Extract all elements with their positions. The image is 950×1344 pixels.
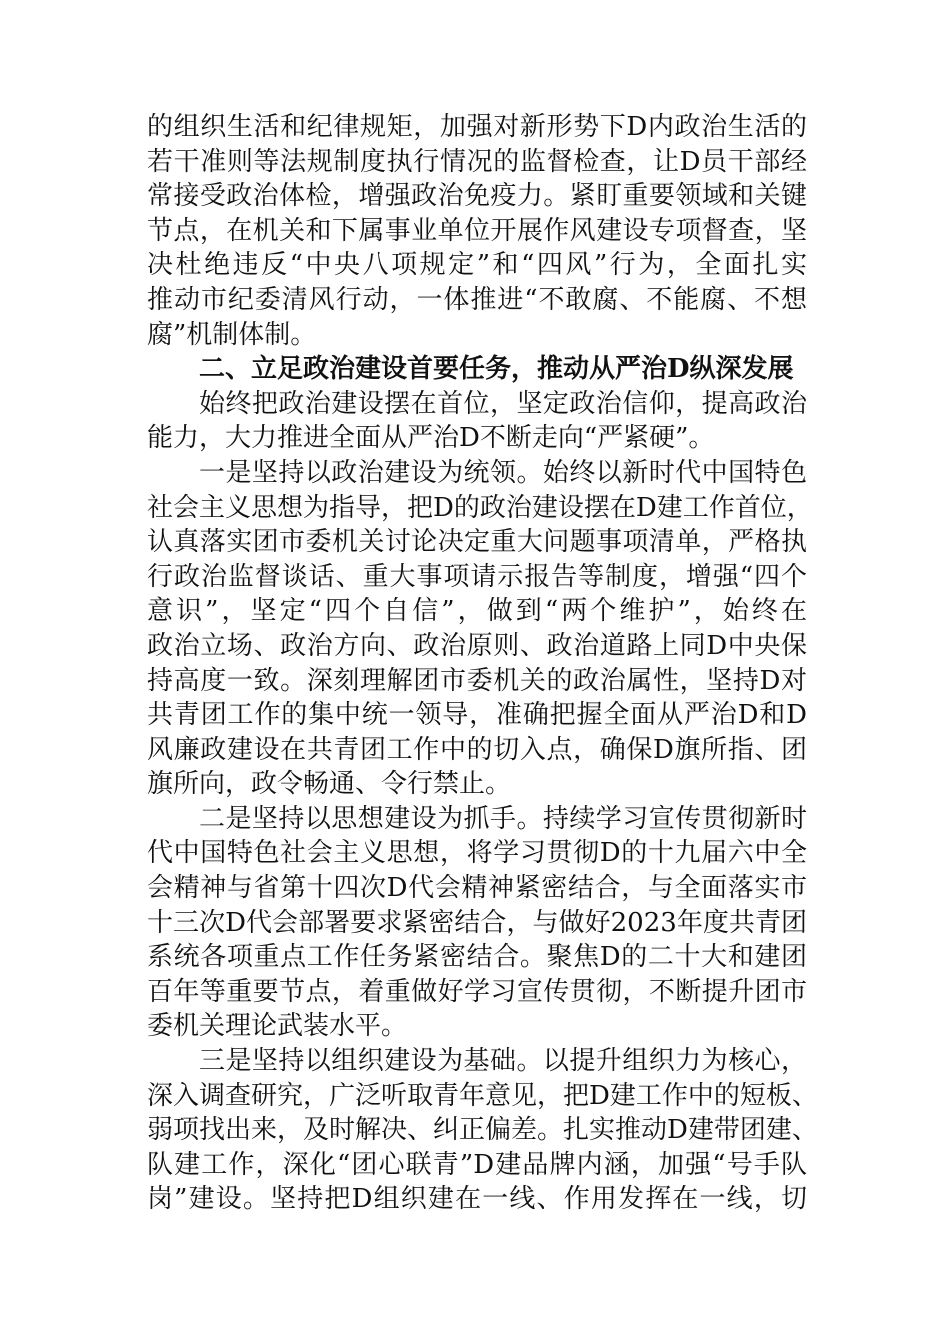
- text-line: 会精神与省第十四次D代会精神紧密结合，与全面落实市: [147, 873, 807, 904]
- text-line: 共青团工作的集中统一领导，准确把握全面从严治D和D: [147, 700, 807, 731]
- text-line: 的组织生活和纪律规矩，加强对新形势下D内政治生活的: [147, 112, 807, 142]
- text-line: 百年等重要节点，着重做好学习宣传贯彻，不断提升团市: [147, 976, 807, 1007]
- text-line: 风廉政建设在共青团工作中的切入点，确保D旗所指、团: [147, 734, 807, 765]
- text-line: 一是坚持以政治建设为统领。始终以新时代中国特色: [199, 457, 807, 488]
- text-line: 代中国特色社会主义思想，将学习贯彻D的十九届六中全: [147, 838, 807, 869]
- text-line: 始终把政治建设摆在首位，坚定政治信仰，提高政治: [199, 388, 807, 419]
- text-line: 能力，大力推进全面从严治D不断走向“严紧硬”。: [147, 423, 715, 454]
- section-heading: [147, 352, 807, 387]
- text-line: 认真落实团市委机关讨论决定重大问题事项清单，严格执: [147, 527, 807, 558]
- paragraph-intro: [147, 387, 807, 456]
- text-line: 岗”建设。坚持把D组织建在一线、作用发挥在一线，切: [147, 1184, 807, 1215]
- paragraph-point-one: [147, 456, 813, 802]
- text-line: 十三次D代会部署要求紧密结合，与做好2023年度共青团: [147, 907, 807, 938]
- text-line: 二是坚持以思想建设为抓手。持续学习宣传贯彻新时: [199, 803, 807, 834]
- text-line: 持高度一致。深刻理解团市委机关的政治属性，坚持D对: [147, 665, 807, 696]
- text-line: 若干准则等法规制度执行情况的监督检查，让D员干部经: [147, 146, 807, 177]
- text-line: 队建工作，深化“团心联青”D建品牌内涵，加强“号手队: [147, 1149, 807, 1180]
- text-line: 政治立场、政治方向、政治原则、政治道路上同D中央保: [147, 630, 807, 661]
- text-line: 推动市纪委清风行动，一体推进“不敢腐、不能腐、不想: [147, 284, 807, 315]
- paragraph-point-three: [147, 1044, 818, 1217]
- text-line: 旗所向，政令畅通、令行禁止。: [147, 769, 512, 800]
- text-line: 决杜绝违反“中央八项规定”和“四风”行为，全面扎实: [147, 250, 807, 281]
- text-line: 委机关理论武装水平。: [147, 1011, 408, 1042]
- text-line: 系统各项重点工作任务紧密结合。聚焦D的二十大和建团: [147, 942, 807, 973]
- text-line: 意识”，坚定“四个自信”，做到“两个维护”，始终在: [147, 596, 807, 627]
- text-line: 节点，在机关和下属事业单位开展作风建设专项督查，坚: [147, 215, 807, 246]
- text-line: 弱项找出来，及时解决、纠正偏差。扎实推动D建带团建、: [147, 1115, 818, 1146]
- heading-text: 二、立足政治建设首要任务，推动从严治D纵深发展: [199, 354, 794, 385]
- text-line: 行政治监督谈话、重大事项请示报告等制度，增强“四个: [147, 561, 807, 592]
- paragraph-point-two: [147, 802, 807, 1044]
- text-line: 社会主义思想为指导，把D的政治建设摆在D建工作首位，: [147, 492, 813, 523]
- document-page: [147, 110, 818, 1217]
- text-line: 深入调查研究，广泛听取青年意见，把D建工作中的短板、: [147, 1080, 818, 1111]
- text-line: 三是坚持以组织建设为基础。以提升组织力为核心，: [199, 1046, 807, 1077]
- text-line: 常接受政治体检，增强政治免疫力。紧盯重要领域和关键: [147, 181, 807, 212]
- text-line: 腐”机制体制。: [147, 319, 317, 350]
- paragraph-continuation: [147, 110, 807, 352]
